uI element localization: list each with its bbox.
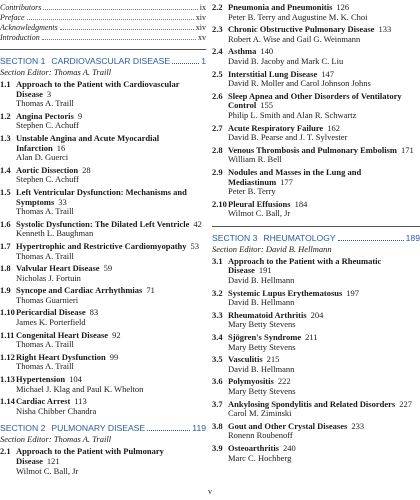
- entry-number: 2.10: [212, 198, 227, 209]
- entry-number: 1.12: [0, 351, 15, 362]
- entry-author: Kenneth L. Baughman: [16, 228, 94, 239]
- front-matter-item[interactable]: [0, 33, 206, 43]
- entry-author: Nicholas J. Fortuin: [16, 272, 81, 283]
- entry-author: Thomas A. Traill: [16, 206, 74, 217]
- section-heading[interactable]: [212, 233, 420, 244]
- toc-entry[interactable]: [0, 447, 206, 476]
- entry-page: 92: [112, 329, 121, 340]
- entry-page: 16: [56, 142, 66, 153]
- toc-entry[interactable]: [212, 422, 420, 441]
- entry-title: Angina Pectoris: [16, 110, 74, 121]
- toc-entry[interactable]: [0, 242, 206, 261]
- entry-number: 3.7: [212, 398, 223, 409]
- toc-entry[interactable]: [212, 200, 420, 219]
- page-number: v: [208, 487, 212, 496]
- entry-page: 71: [146, 285, 155, 296]
- entry-title: Pericardial Disease: [16, 307, 86, 318]
- entry-author: David B. Jacoby and Mark C. Liu: [228, 55, 344, 66]
- entry-title: Asthma: [228, 46, 257, 57]
- entry-page: 171: [400, 144, 414, 155]
- entry-page: 99: [109, 351, 119, 362]
- section-heading[interactable]: [0, 423, 206, 434]
- entry-author: Philip L. Smith and Alan R. Schwartz: [228, 109, 357, 120]
- entry-number: 1.3: [0, 132, 11, 143]
- entry-author: James K. Porterfield: [16, 317, 86, 328]
- toc-entry[interactable]: [212, 25, 420, 44]
- entry-page: 104: [69, 374, 82, 385]
- entry-author: David B. Hellmann: [228, 297, 295, 308]
- entry-page: 83: [89, 307, 99, 318]
- entry-number: 3.8: [212, 420, 223, 431]
- toc-entry[interactable]: [212, 377, 420, 396]
- front-matter-title: Preface: [0, 13, 25, 22]
- entry-page: 162: [327, 122, 340, 133]
- entry-title: Pneumonia and Pneumonitis: [228, 2, 333, 12]
- entry-page: 59: [103, 263, 113, 274]
- entry-title: Approach to the Patient with Pulmonary Disease: [16, 446, 164, 466]
- leader-dots: [338, 240, 404, 241]
- leader-dots: [43, 9, 197, 10]
- section-title: RHEUMATOLOGY: [263, 232, 336, 243]
- entry-title: Unstable Angina and Acute Myocardial Infarction: [16, 132, 160, 153]
- entry-author: Thomas A. Traill: [16, 98, 74, 109]
- entry-page: 33: [58, 196, 67, 207]
- entry-title: Approach to the Patient with Cardiovascular Disease: [16, 79, 180, 99]
- entry-author: Mary Betty Stevens: [228, 319, 296, 330]
- entry-title: Cardiac Arrest: [16, 396, 71, 407]
- toc-entry[interactable]: [212, 311, 420, 330]
- entry-title: Valvular Heart Disease: [16, 263, 100, 274]
- entry-title: Interstitial Lung Disease: [228, 68, 318, 79]
- entry-author: Thomas Guarnieri: [16, 294, 79, 305]
- entry-page: 140: [260, 46, 274, 57]
- entry-title: Hypertension: [16, 374, 66, 385]
- entry-number: 2.4: [212, 46, 223, 57]
- entry-number: 1.11: [0, 329, 15, 340]
- front-matter-page: xiv: [195, 23, 206, 32]
- entry-number: 1.8: [0, 263, 11, 274]
- entry-author: Mary Betty Stevens: [228, 341, 296, 352]
- toc-entry[interactable]: [212, 355, 420, 374]
- toc-entry[interactable]: [212, 257, 420, 286]
- entry-author: David B. Hellmann: [228, 275, 295, 286]
- section-number: SECTION 1: [0, 56, 46, 66]
- entry-number: 2.5: [212, 68, 223, 79]
- entry-page: 113: [74, 396, 87, 407]
- entry-title: Sjögren's Syndrome: [228, 332, 302, 343]
- section-heading[interactable]: [0, 56, 206, 67]
- entry-number: 1.2: [0, 110, 11, 121]
- section-page: 119: [192, 423, 206, 434]
- section-title: CARDIOVASCULAR DISEASE: [51, 56, 171, 66]
- entry-page: 240: [283, 442, 296, 453]
- entry-title: Right Heart Dysfunction: [16, 351, 106, 362]
- toc-entry[interactable]: [0, 112, 206, 131]
- entry-title: Systemic Lupus Erythematosus: [228, 287, 343, 298]
- toc-entry[interactable]: [0, 134, 206, 163]
- entry-title: Venous Thrombosis and Pulmonary Embolism: [228, 144, 397, 155]
- leader-dots: [27, 19, 194, 20]
- entry-number: 2.1: [0, 446, 11, 457]
- entry-number: 3.9: [212, 442, 223, 453]
- toc-entry[interactable]: [0, 220, 206, 239]
- entry-author: Peter B. Terry: [228, 186, 276, 197]
- toc-entry[interactable]: [212, 92, 420, 121]
- leader-dots: [147, 430, 190, 431]
- front-matter-item[interactable]: [0, 3, 206, 13]
- toc-entry[interactable]: [0, 264, 206, 283]
- entry-title: Left Ventricular Dysfunction: Mechanisms and Symptoms: [16, 186, 187, 207]
- entry-title: Chronic Obstructive Pulmonary Disease: [228, 24, 375, 35]
- toc-entry[interactable]: [0, 308, 206, 327]
- entry-number: 1.7: [0, 240, 11, 251]
- entry-number: 3.3: [212, 309, 223, 320]
- entry-number: 1.5: [0, 186, 11, 197]
- entry-number: 1.9: [0, 285, 11, 296]
- entry-author: Alan D. Guerci: [16, 152, 69, 163]
- entry-number: 1.1: [0, 79, 11, 89]
- entry-author: Wilmot C. Ball, Jr: [228, 208, 291, 219]
- front-matter-title: Acknowledgments: [0, 23, 58, 32]
- entry-title: Osteoarthritis: [228, 442, 279, 453]
- entry-author: Marc C. Hochberg: [228, 452, 292, 463]
- entry-title: Ankylosing Spondylitis and Related Disorders: [228, 398, 396, 409]
- entry-title: Pleural Effusions: [228, 198, 291, 209]
- entry-page: 133: [378, 24, 392, 35]
- toc-entry[interactable]: [212, 124, 420, 143]
- front-matter-title: Introduction: [0, 33, 40, 42]
- entry-author: Nisha Chibber Chandra: [16, 405, 97, 416]
- entry-author: Thomas A. Traill: [16, 250, 74, 261]
- entry-author: William R. Bell: [228, 154, 282, 165]
- entry-number: 3.2: [212, 287, 223, 298]
- entry-author: Wilmot C. Ball, Jr: [16, 465, 79, 476]
- toc-entry[interactable]: [212, 289, 420, 308]
- entry-author: David R. Moller and Carol Johnson Johns: [228, 78, 371, 89]
- front-matter-list: [0, 0, 206, 43]
- entry-author: Stephen C. Achuff: [16, 120, 79, 131]
- entry-title: Hypertrophic and Restrictive Cardiomyopathy: [16, 240, 187, 251]
- entry-number: 1.13: [0, 374, 15, 385]
- entry-title: Nodules and Masses in the Lung and Mediastinum: [228, 166, 362, 187]
- entry-author: David B. Hellmann: [228, 363, 295, 374]
- entry-author: Stephen C. Achuff: [16, 174, 79, 185]
- section-page: 189: [405, 232, 420, 243]
- entry-number: 3.4: [212, 332, 223, 343]
- entry-author: Ronenn Roubenoff: [228, 430, 293, 441]
- toc-entry[interactable]: [212, 70, 420, 89]
- entry-title: Congenital Heart Disease: [16, 329, 109, 340]
- section-editor: Section Editor: Thomas A. Traill: [0, 67, 112, 77]
- entry-page: 197: [346, 287, 360, 298]
- entry-author: Mary Betty Stevens: [228, 386, 296, 396]
- entry-page: 3: [46, 88, 52, 99]
- entry-number: 1.6: [0, 218, 11, 229]
- toc-entry[interactable]: [212, 444, 420, 463]
- toc-entry[interactable]: [0, 375, 206, 394]
- section-title: PULMONARY DISEASE: [51, 423, 146, 434]
- entry-number: 2.8: [212, 144, 223, 155]
- toc-right-column: [212, 0, 420, 463]
- entry-page: 204: [310, 309, 324, 320]
- entry-author: Carol M. Ziminski: [228, 408, 292, 419]
- entry-number: 1.4: [0, 164, 11, 175]
- toc-entry[interactable]: [212, 168, 420, 197]
- entry-number: 3.5: [212, 354, 223, 365]
- front-matter-item[interactable]: [0, 23, 206, 33]
- toc-entry[interactable]: [0, 331, 206, 350]
- toc-entry[interactable]: [212, 47, 420, 66]
- entry-title: Syncope and Cardiac Arrhythmias: [16, 285, 143, 296]
- toc-entry[interactable]: [212, 146, 420, 165]
- entry-title: Polymyositis: [228, 376, 274, 387]
- entry-author: Thomas A. Traill: [16, 361, 74, 372]
- toc-entry[interactable]: [212, 333, 420, 352]
- entry-title: Aortic Dissection: [16, 164, 79, 175]
- entry-number: 3.1: [212, 255, 223, 266]
- entry-page: 28: [82, 164, 91, 175]
- section-editor: Section Editor: David B. Hellmann: [212, 243, 332, 254]
- entry-page: 184: [294, 198, 308, 209]
- entry-number: 1.14: [0, 396, 15, 407]
- toc-entry[interactable]: [0, 353, 206, 372]
- toc-entry[interactable]: [0, 166, 206, 185]
- entry-page: 215: [266, 354, 280, 365]
- entry-title: Vasculitis: [228, 354, 263, 365]
- entry-title: Systolic Dysfunction: The Dilated Left Ventricle: [16, 218, 190, 229]
- front-matter-page: xiv: [195, 13, 206, 22]
- toc-entry[interactable]: [0, 188, 206, 217]
- entry-number: 1.10: [0, 307, 15, 318]
- entry-page: 177: [280, 176, 293, 187]
- entry-number: 2.7: [212, 122, 223, 133]
- front-matter-page: ix: [199, 3, 206, 12]
- entry-page: 155: [260, 100, 273, 111]
- entry-page: 222: [277, 376, 291, 387]
- leader-dots: [172, 63, 199, 64]
- section-page: 1: [201, 56, 206, 66]
- section-editor: Section Editor: Thomas A. Traill: [0, 434, 112, 445]
- entry-number: 2.9: [212, 166, 223, 177]
- entry-page: 191: [258, 265, 272, 276]
- entry-number: 3.6: [212, 376, 223, 387]
- leader-dots: [42, 39, 196, 40]
- entry-title: Rheumatoid Arthritis: [228, 309, 307, 320]
- entry-author: Michael J. Klag and Paul K. Whelton: [16, 383, 144, 394]
- entry-page: 42: [193, 218, 202, 229]
- entry-number: 2.6: [212, 90, 223, 101]
- section-number: SECTION 3: [212, 232, 258, 243]
- toc-entry[interactable]: [0, 80, 206, 109]
- leader-dots: [60, 29, 194, 30]
- entry-title: Approach to the Patient with a Rheumatic Disease: [228, 255, 382, 276]
- entry-number: 2.2: [212, 2, 223, 12]
- front-matter-item[interactable]: [0, 13, 206, 23]
- toc-entry[interactable]: [0, 397, 206, 416]
- entry-page: 147: [321, 68, 334, 79]
- entry-page: 121: [46, 456, 60, 466]
- entry-title: Sleep Apnea and Other Disorders of Ventilatory Control: [228, 90, 402, 111]
- front-matter-page: xv: [198, 33, 206, 42]
- entry-author: Robert A. Wise and Gail G. Weinmann: [228, 33, 361, 44]
- entry-title: Acute Respiratory Failure: [228, 122, 324, 133]
- entry-page: 233: [351, 420, 365, 431]
- entry-page: 126: [336, 2, 350, 12]
- entry-author: David B. Pearse and J. T. Sylvester: [228, 132, 348, 143]
- toc-entry[interactable]: [212, 3, 420, 22]
- entry-title: Gout and Other Crystal Diseases: [228, 420, 348, 431]
- entry-page: 9: [77, 110, 83, 121]
- toc-left-column: [0, 0, 206, 476]
- entry-page: 227: [399, 398, 412, 409]
- front-matter-title: Contributors: [0, 3, 42, 12]
- toc-entry[interactable]: [0, 286, 206, 305]
- entry-author: Peter B. Terry and Augustine M. K. Choi: [228, 11, 368, 22]
- entry-page: 53: [190, 240, 200, 251]
- entry-author: Thomas A. Traill: [16, 339, 74, 350]
- toc-entry[interactable]: [212, 400, 420, 419]
- entry-page: 211: [305, 332, 318, 343]
- section-number: SECTION 2: [0, 423, 46, 434]
- entry-number: 2.3: [212, 24, 223, 35]
